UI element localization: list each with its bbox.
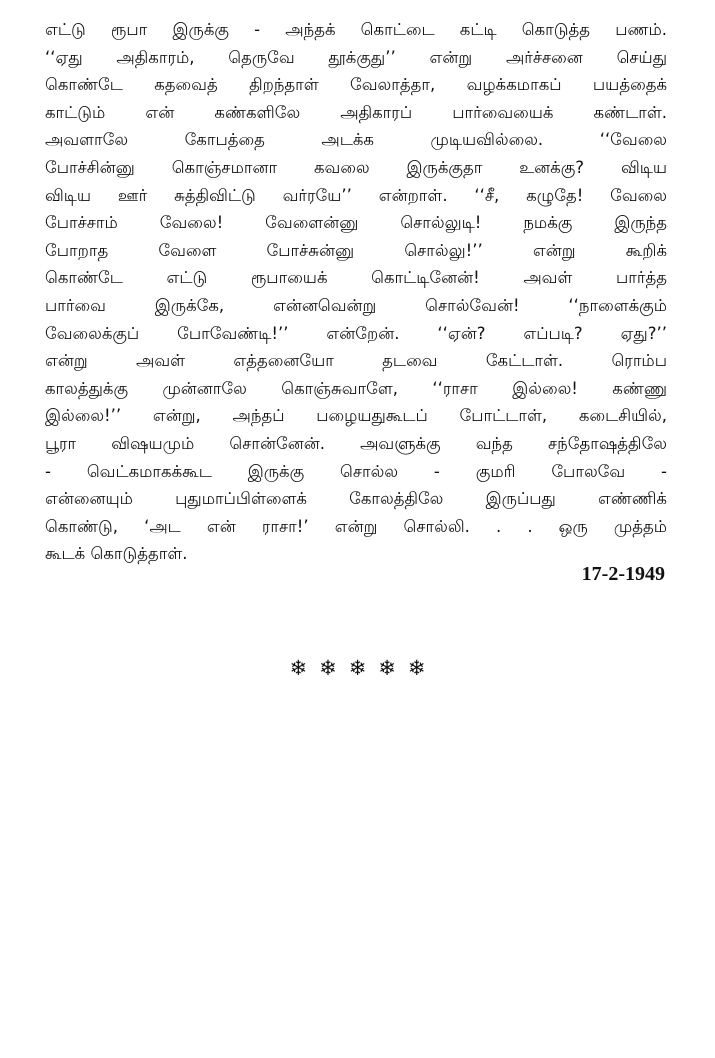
text-line: வேலைக்குப் போவேண்டி!’’ என்றேன். ‘‘ஏன்? எப்படி? ஏது?’’ [45,323,667,343]
text-line: பார்வை இருக்கே, என்னவென்று சொல்வேன்! ‘‘நாளைக்கும் [45,295,667,315]
text-line: என்று அவள் எத்தனையோ தடவை கேட்டாள். ரொம்ப [45,351,667,371]
text-line-last: கூடக் கொடுத்தாள். [45,544,188,564]
text-line: பூரா விஷயமும் சொன்னேன். அவளுக்கு வந்த சந்தோஷத்திலே [45,433,667,453]
snowflake-separator-icon: ❄❄❄❄❄ [289,656,438,680]
text-line: கொண்டு, ‘அட என் ராசா!’ என்று சொல்லி. . . ஒரு முத்தம் [45,516,667,536]
text-line: காட்டும் என் கண்களிலே அதிகாரப் பார்வையைக் கண்டாள். [45,102,667,122]
story-text [45,16,667,568]
text-line: போறாத வேளை போச்சுன்னு சொல்லு!’’ என்று கூறிக் [45,240,667,260]
text-line: - வெட்கமாகக்கூட இருக்கு சொல்ல - குமரி போலவே - [45,461,667,481]
text-line: காலத்துக்கு முன்னாலே கொஞ்சுவாளே, ‘‘ராசா இல்லை! கண்ணு [45,378,667,398]
text-line: அவளாலே கோபத்தை அடக்க முடியவில்லை. ‘‘வேலை [45,130,667,150]
text-line: கொண்டே கதவைத் திறந்தாள் வேலாத்தா, வழக்கமாகப் பயத்தைக் [45,75,667,95]
text-line: ‘‘ஏது அதிகாரம், தெருவே தூக்குது’’ என்று அர்ச்சனை செய்து [45,47,667,67]
text-line: போச்சின்னு கொஞ்சமானா கவலை இருக்குதா உனக்கு? விடிய [45,157,667,177]
story-date: 17-2-1949 [581,563,665,585]
text-line: என்னையும் புதுமாப்பிள்ளைக் கோலத்திலே இருப்பது எண்ணிக் [45,489,667,509]
text-line: விடிய ஊர் சுத்திவிட்டு வர்ரயே’’ என்றாள். ‘‘சீ, கழுதே! வேலை [45,185,667,205]
text-line: இல்லை!’’ என்று, அந்தப் பழையதுகூடப் போட்டாள், கடைசியில், [45,406,667,426]
text-line: கொண்டே எட்டு ரூபாயைக் கொட்டினேன்! அவள் பார்த்த [45,268,667,288]
text-line: எட்டு ரூபா இருக்கு - அந்தக் கொட்டை கட்டி கொடுத்த பணம். [45,20,667,39]
text-line: போச்சாம் வேலை! வேளைன்னு சொல்லுடி! நமக்கு இருந்த [45,213,667,233]
